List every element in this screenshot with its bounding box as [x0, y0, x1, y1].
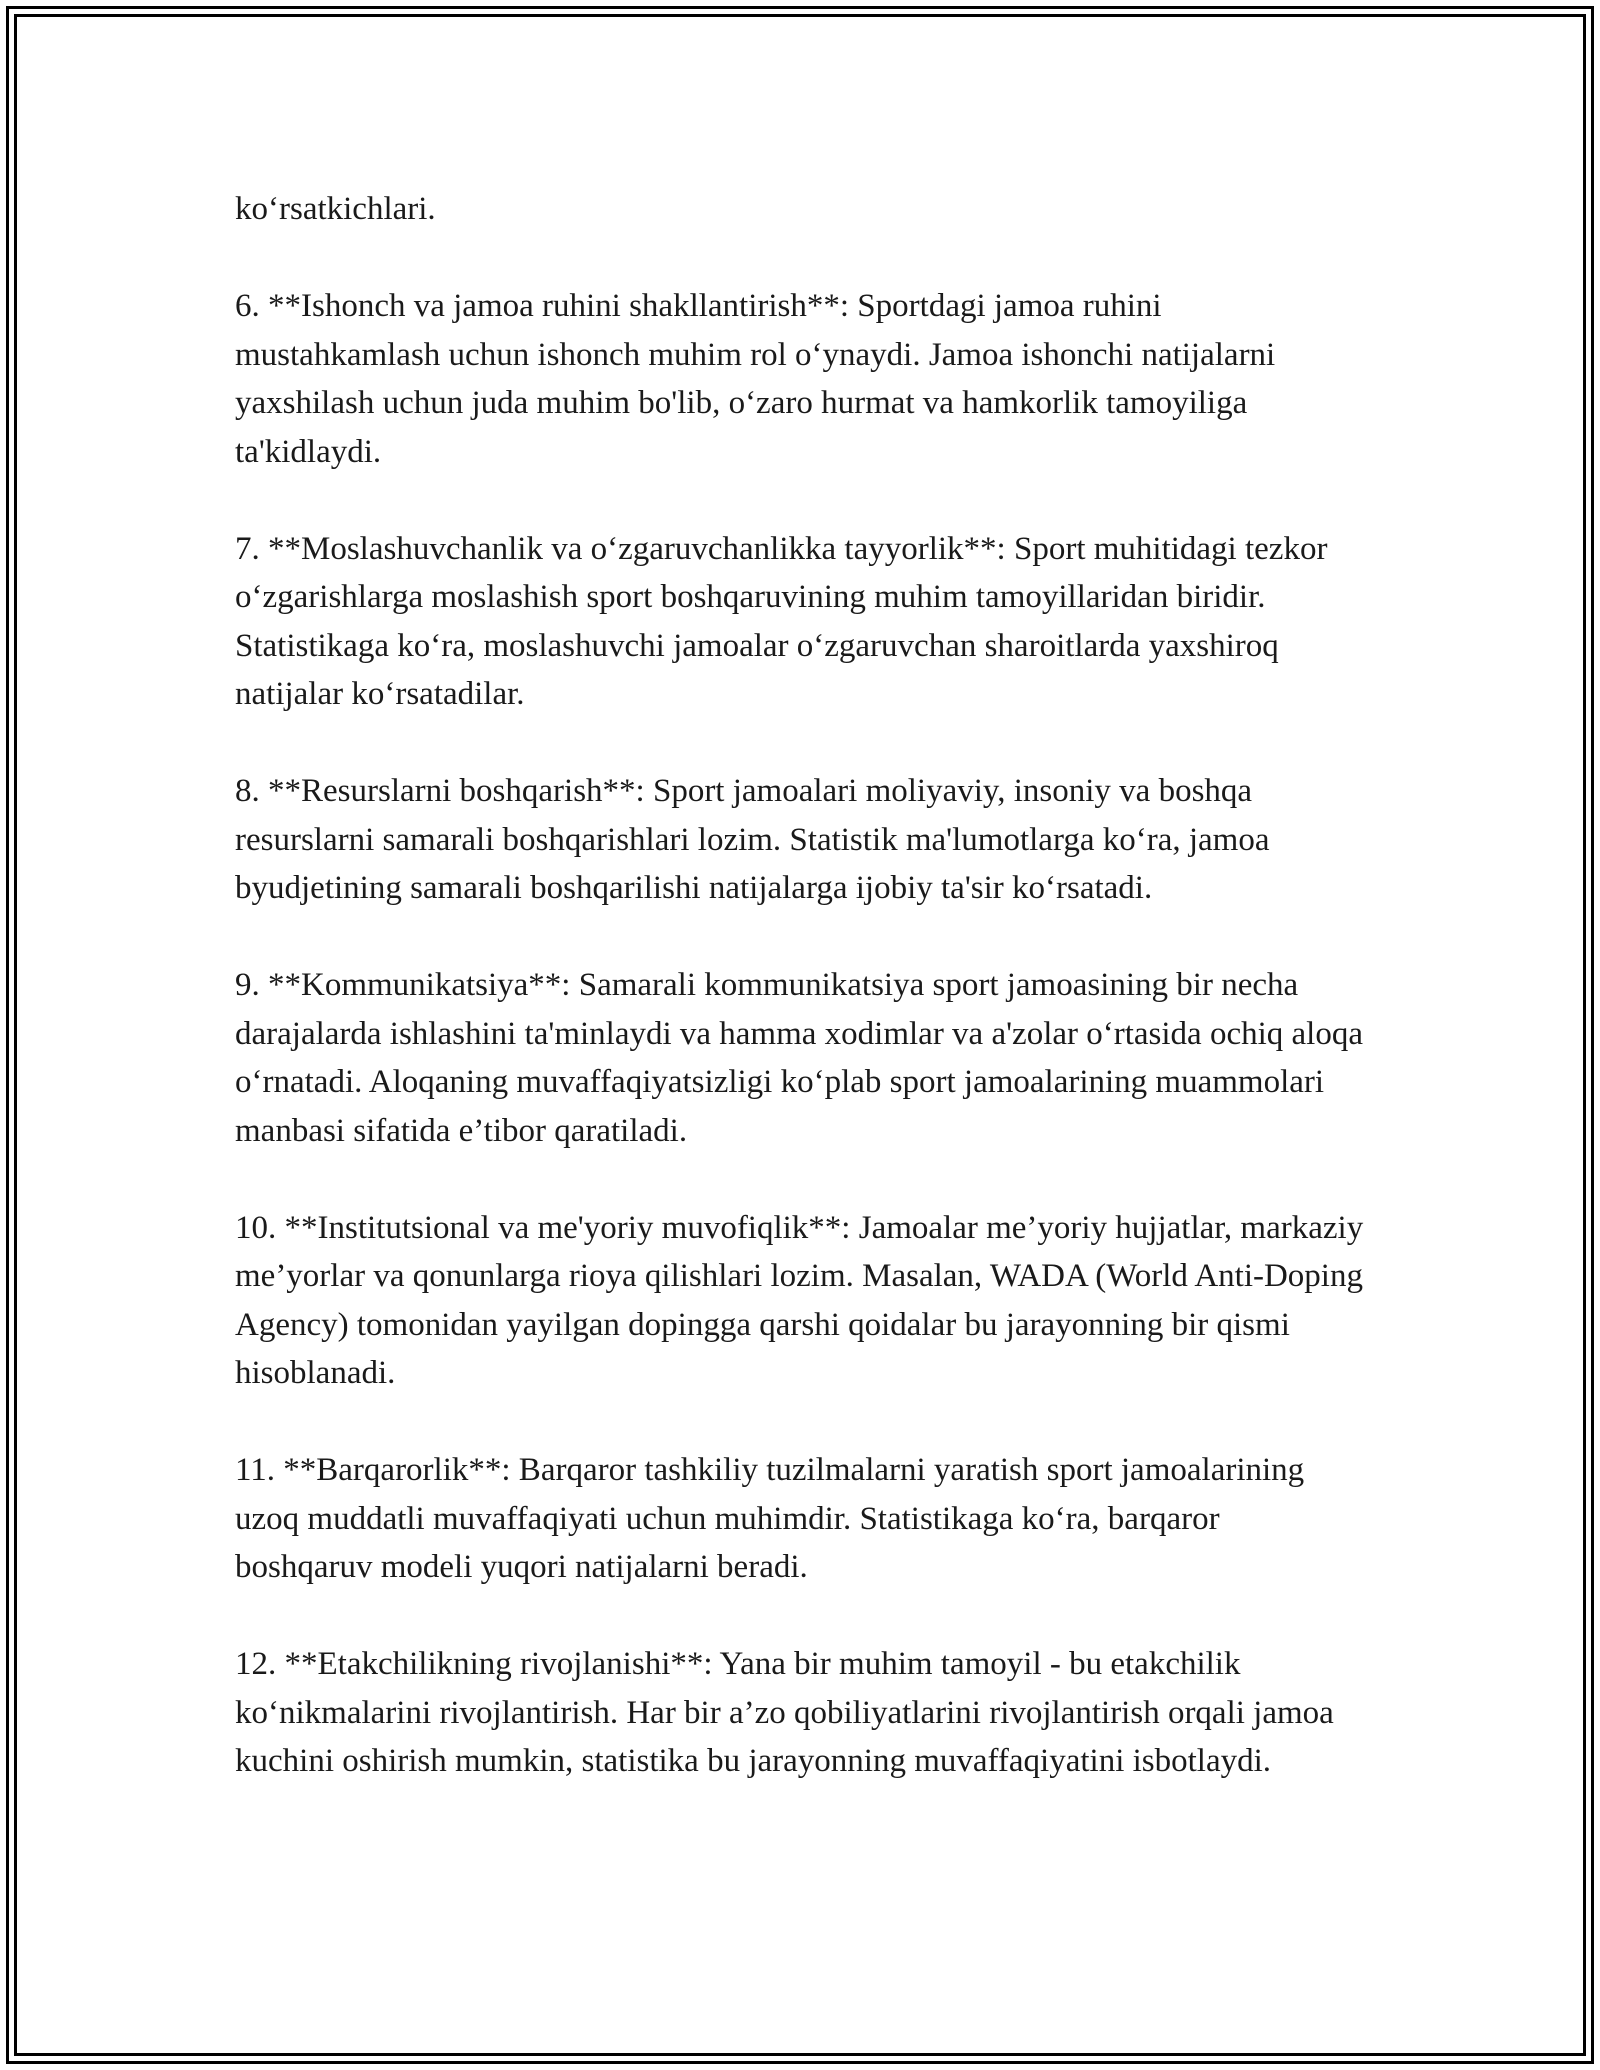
- paragraph-item-11: 11. **Barqarorlik**: Barqaror tashkiliy tuzilmalarni yaratish sport jamoalarining uzoq muddatli muvaffaqiyati uchun muhimdir. Statistikaga ko‘ra, barqaror boshqaruv modeli yuqori natijalarni beradi.: [235, 1452, 1305, 1585]
- paragraph-continuation: ko‘rsatkichlari.: [235, 191, 436, 227]
- paragraph-item-12: 12. **Etakchilikning rivojlanishi**: Yana bir muhim tamoyil - bu etakchilik ko‘nikmalarini rivojlantirish. Har bir a’zo qobiliyatlarini rivojlantirish orqali jamoa kuchini oshirish mumkin, statistika bu jarayonning muvaffaqiyatini isbotlaydi.: [235, 1646, 1334, 1779]
- paragraph-item-8: 8. **Resurslarni boshqarish**: Sport jamoalari moliyaviy, insoniy va boshqa resurslarni samarali boshqarishlari lozim. Statistik ma'lumotlarga ko‘ra, jamoa byudjetining samarali boshqarilishi natijalarga ijobiy ta'sir ko‘rsatadi.: [235, 773, 1270, 906]
- paragraph-item-6: 6. **Ishonch va jamoa ruhini shakllantirish**: Sportdagi jamoa ruhini mustahkamlash uchun ishonch muhim rol o‘ynaydi. Jamoa ishonchi natijalarni yaxshilash uchun juda muhim bo'lib, o‘zaro hurmat va hamkorlik tamoyiliga ta'kidlaydi.: [235, 288, 1276, 470]
- paragraph-item-10: 10. **Institutsional va me'yoriy muvofiqlik**: Jamoalar me’yoriy hujjatlar, markaziy me’yorlar va qonunlarga rioya qilishlari lozim. Masalan, WADA (World Anti-Doping Agency) tomonidan yayilgan dopingga qarshi qoidalar bu jarayonning bir qismi hisoblanadi.: [235, 1209, 1364, 1391]
- paragraph-item-9: 9. **Kommunikatsiya**: Samarali kommunikatsiya sport jamoasining bir necha darajalarda ishlashini ta'minlaydi va hamma xodimlar va a'zolar o‘rtasida ochiq aloqa o‘rnatadi. Aloqaning muvaffaqiyatsizligi ko‘plab sport jamoalarining muammolari manbasi sifatida e’tibor qaratiladi.: [235, 967, 1363, 1149]
- document-body: [235, 185, 1365, 1834]
- paragraph-item-7: 7. **Moslashuvchanlik va o‘zgaruvchanlikka tayyorlik**: Sport muhitidagi tezkor o‘zgarishlarga moslashish sport boshqaruvining muhim tamoyillaridan biridir. Statistikaga ko‘ra, moslashuvchi jamoalar o‘zgaruvchan sharoitlarda yaxshiroq natijalar ko‘rsatadilar.: [235, 530, 1328, 712]
